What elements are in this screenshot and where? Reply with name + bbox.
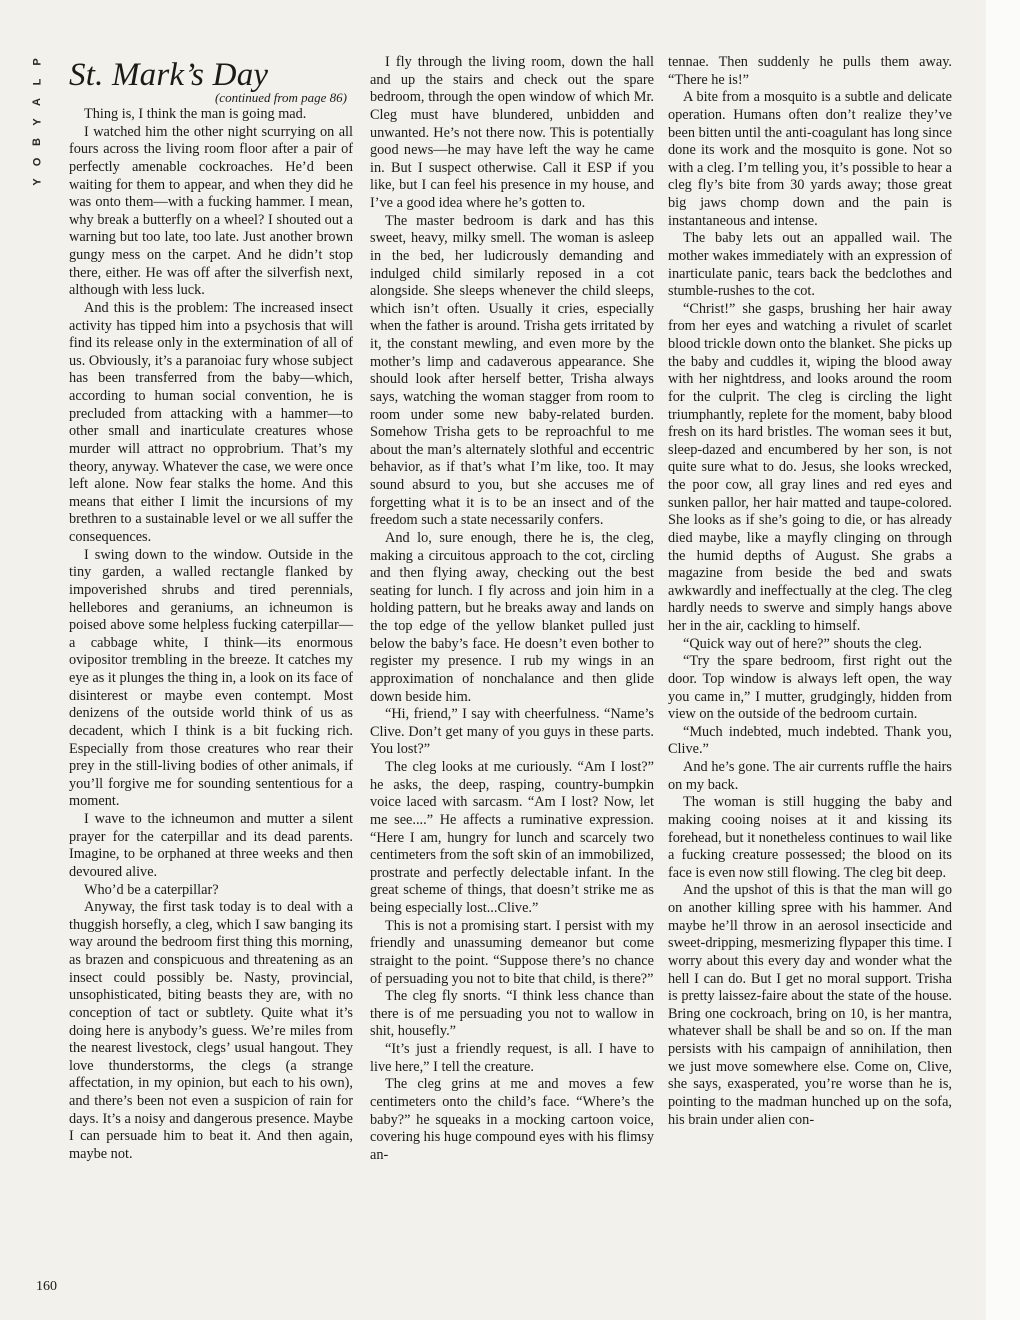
running-head bbox=[33, 52, 42, 192]
paragraph: “Much indebted, much indebted. Thank you, Clive.” bbox=[668, 723, 952, 758]
running-head-letter: A bbox=[31, 98, 44, 106]
running-head-letter: B bbox=[31, 138, 44, 146]
paragraph: And he’s gone. The air currents ruffle the hairs on my back. bbox=[668, 759, 952, 793]
running-head-letter: P bbox=[31, 58, 44, 66]
running-head-letter: Y bbox=[31, 178, 44, 186]
column-1 bbox=[69, 50, 353, 1164]
paragraph: And lo, sure enough, there he is, the cleg, making a circuitous approach to the cot, circling and then flying away, checking out the best seating for lunch. I fly across and join him in a holding pattern, but he breaks away and lands on the top edge of the yellow blanket pulled just below the baby’s face. He doesn’t even bother to register my presence. I rub my wings in an approximation of nonchalance and then glide down beside him. bbox=[370, 529, 654, 705]
page-edge bbox=[986, 0, 1020, 1320]
continued-note: (continued from page 86) bbox=[214, 90, 347, 105]
paragraph: The cleg grins at me and moves a few centimeters onto the child’s face. “Where’s the baby?” he squeaks in a mocking cartoon voice, covering his huge compound eyes with his flimsy an- bbox=[370, 1076, 654, 1163]
paragraph: I fly through the living room, down the hall and up the stairs and check out the spare bedroom, through the open window of which Mr. Cleg must have blundered, unbidden and unwanted. He’s not there now. This is potentially good news—he may have left the way he came in. But I suspect otherwise. Call it ESP if you like, but I can feel his presence in my house, and I’ve a good idea where he’s gotten to. bbox=[370, 54, 654, 211]
page-number: 160 bbox=[36, 1279, 57, 1294]
paragraph: I wave to the ichneumon and mutter a silent prayer for the caterpillar and its dead parents. Imagine, to be orphaned at three weeks and then devoured alive. bbox=[69, 811, 353, 880]
article-title: St. Mark’s Day bbox=[69, 57, 269, 93]
paragraph: Anyway, the first task today is to deal with a thuggish horsefly, a cleg, which I saw banging its way around the bedroom first thing this morning, as brazen and conspicuous and threatening as an insect could possibly be. Nasty, provincial, unsophisticated, biting beasts they are, with no conception of tact or subtlety. Quite what it’s doing here is anybody’s guess. We’re miles from the nearest livestock, clegs’ usual hangout. They love thunderstorms, the clegs (a strange affectation, in my opinion, but each to his own), and there’s been not even a suspicion of rain for days. It’s a noisy and dangerous presence. Maybe I can persuade him to beat it. And then again, maybe not. bbox=[69, 899, 353, 1162]
paragraph: “Try the spare bedroom, first right out the door. Top window is always left open, the way you came in,” I mutter, grudgingly, hidden from view on the outside of the bedroom curtain. bbox=[668, 653, 952, 723]
column-2 bbox=[370, 54, 654, 1164]
paragraph: “Christ!” she gasps, brushing her hair away from her eyes and watching a rivulet of scarlet blood trickle down onto the blanket. She picks up the baby and cuddles it, wiping the blood away with her nightdress, and looks around the room for the culprit. The cleg is circling the light triumphantly, replete for the moment, baby blood fresh on its hard bristles. The woman sees it but, sleep-dazed and encumbered by her son, is not quite sure what to do. Jesus, she looks wrecked, the poor cow, all gray lines and red eyes and sunken pallor, her hair matted and taupe-colored. She looks as if she’s going to die, or has already died maybe, like a mayfly clinging on through the humid depths of August. She grabs a magazine from beside the bed and swats awkwardly and ineffectually at the cleg. The cleg hardly needs to swerve and simply hangs above her in the air, cackling to himself. bbox=[668, 300, 952, 634]
paragraph: Who’d be a caterpillar? bbox=[84, 881, 219, 898]
paragraph: “It’s just a friendly request, is all. I have to live here,” I tell the creature. bbox=[370, 1041, 654, 1075]
paragraph: This is not a promising start. I persist with my friendly and unassuming demeanor but come straight to the point. “Suppose there’s no chance of persuading you not to bite that child, is there?” bbox=[370, 917, 654, 987]
paragraph: “Hi, friend,” I say with cheerfulness. “Name’s Clive. Don’t get many of you guys in these parts. You lost?” bbox=[370, 706, 654, 758]
paragraph: The woman is still hugging the baby and making cooing noises at it and kissing its forehead, but it nonetheless continues to wail like a fucking creature possessed; the blood on its face is even now still flowing. The cleg bit deep. bbox=[668, 794, 952, 881]
paragraph: And the upshot of this is that the man will go on another killing spree with his hammer. And maybe he’ll throw in an aerosol insecticide and sweet-dripping, mesmerizing flypaper this time. I worry about this every day and wonder what the hell I can do. But I get no moral support. Trisha is pretty laissez-faire about the state of the house. Bring one cockroach, bring on 10, is her mantra, whatever shall be shall be and so on. If the man persists with his campaign of annihilation, then we just move somewhere else. Come on, Clive, she says, exasperated, you’re worse than he is, pointing to the madman hunched up on the sofa, his brain under alien con- bbox=[668, 882, 952, 1128]
running-head-letter: O bbox=[31, 157, 44, 167]
paragraph: I swing down to the window. Outside in the tiny garden, a walled rectangle flanked by impoverished shrubs and tired perennials, hellebores and geraniums, an ichneumon is poised above some helpless fucking caterpillar—a cabbage white, I think—its enormous ovipositor trembling in the breeze. It catches my eye as it plunges the thing in, a look on its face of disinterest or maybe even contempt. Most denizens of the outside world think of us as decadent, which I think is a bit fucking rich. Especially from those creatures who rear their prey in the still-living bodies of other animals, if you’ll forgive me for sounding sententious for a moment. bbox=[69, 546, 353, 810]
paragraph: And this is the problem: The increased insect activity has tipped him into a psychosis that will find its release only in the extermination of all of us. Obviously, it’s a paranoiac fury whose subject has been transferred from the baby—which, according to human social convention, he is precluded from attacking with a hammer—to other small and inarticulate creatures whose murder will attract no opprobrium. That’s my theory, anyway. Whatever the case, we were once left alone. Now fear stalks the home. And this means that either I limit the incursions of my brethren to a sustainable level or we all suffer the consequences. bbox=[69, 299, 353, 545]
running-head-letter: Y bbox=[31, 118, 44, 126]
paragraph: tennae. Then suddenly he pulls them away. “There he is!” bbox=[668, 54, 952, 88]
running-head-letter: L bbox=[31, 78, 44, 86]
paragraph: The master bedroom is dark and has this sweet, heavy, milky smell. The woman is asleep in the bed, her ludicrously demanding and indulged child similarly reposed in a cot alongside. She sleeps whenever the child sleeps, which isn’t often. Usually it cries, especially when the father is around. Trisha gets irritated by it, the constant mewling, and even more by the mother’s limp and cadaverous appearance. She should look after herself better, Trisha always says, watching the woman stagger from room to room under some new baby-related burden. Somehow Trisha gets to be reproachful to me about the man’s alternately slothful and eccentric behavior, as if that’s what I’m like, too. It may sound absurd to you, but she accuses me of forgetting what it is to be an insect and of the freedom such a state necessarily confers. bbox=[370, 212, 654, 529]
paragraph: Thing is, I think the man is going mad. bbox=[84, 106, 307, 122]
paragraph: I watched him the other night scurrying on all fours across the living room floor after a pair of perfectly amenable cockroaches. He’d been waiting for them to appear, and when they did he was onto them—with a fucking hammer. I mean, why break a butterfly on a wheel? I shouted out a warning but too late, too late. Just another brown gungy mess on the carpet. And he didn’t stop there, either. He was off after the silverfish next, although with less luck. bbox=[69, 123, 353, 299]
paragraph: The cleg looks at me curiously. “Am I lost?” he asks, the deep, rasping, country-bumpkin voice laced with sarcasm. “Am I lost? Now, let me see....” He affects a ruminative expression. “Here I am, hungry for lunch and scarcely two centimeters from the soft skin of an immobilized, prostrate and perfectly delectable infant. In the great scheme of things, that doesn’t strike me as being especially lost...Clive.” bbox=[370, 759, 654, 916]
paragraph: The baby lets out an appalled wail. The mother wakes immediately with an expression of inarticulate panic, tears back the bedclothes and stumble-rushes to the cot. bbox=[668, 230, 952, 300]
paragraph: A bite from a mosquito is a subtle and delicate operation. Humans often don’t realize they’ve been bitten until the anti-coagulant has long since done its work and the mosquito is gone. Not so with a cleg. I’m telling you, it’s possible to hear a cleg fly’s bite from 30 yards away; those great big jaws chomp down and the pain is instantaneous and intense. bbox=[668, 89, 952, 229]
paragraph: “Quick way out of here?” shouts the cleg. bbox=[683, 635, 922, 652]
column-3 bbox=[668, 54, 952, 1129]
paragraph: The cleg fly snorts. “I think less chance than there is of me persuading you not to wallow in shit, housefly.” bbox=[370, 988, 654, 1040]
